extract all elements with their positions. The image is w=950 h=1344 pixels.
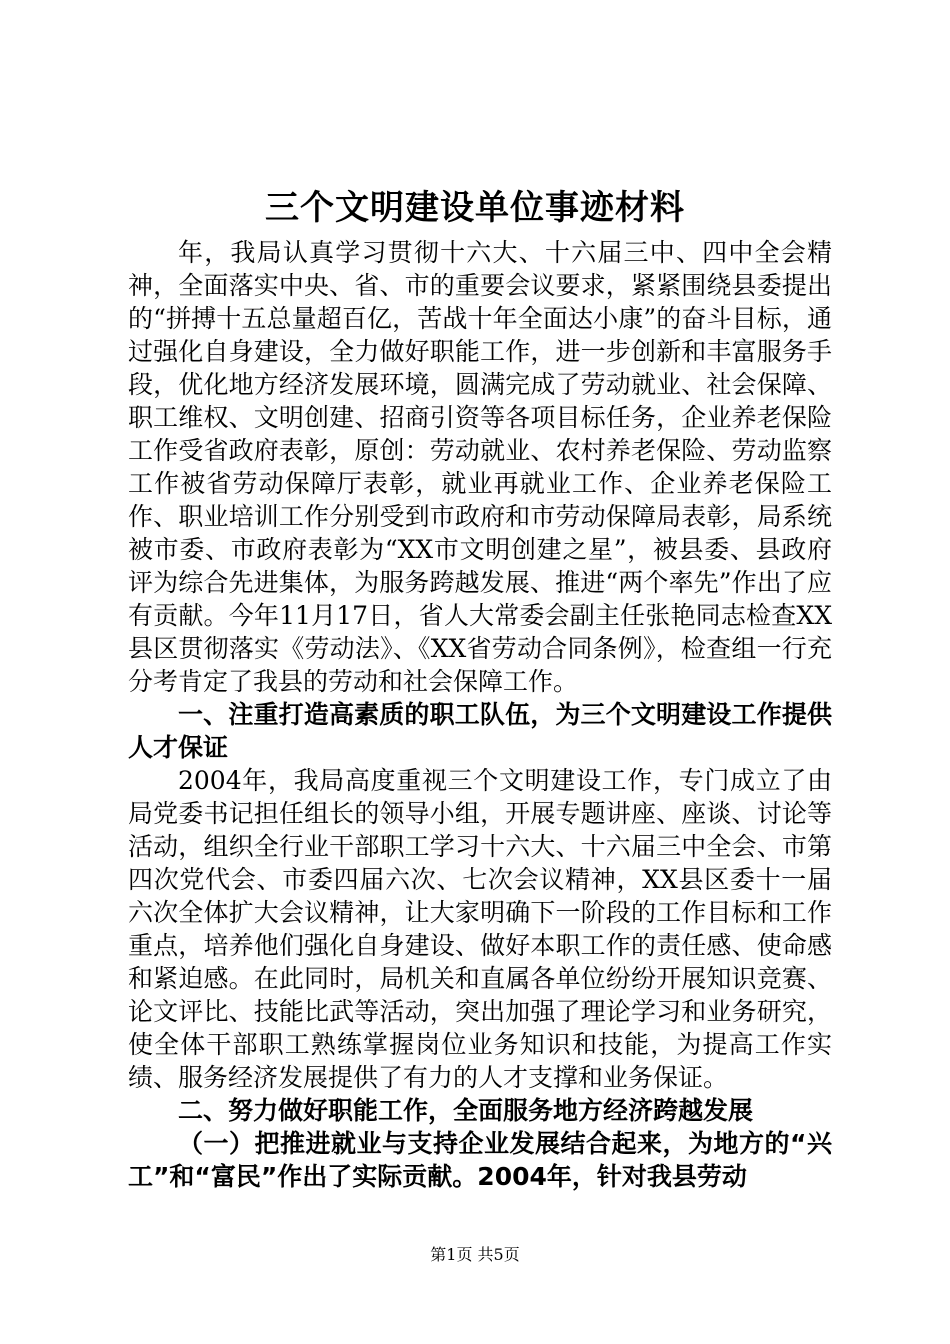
section-heading-1: 一、注重打造高素质的职工队伍，为三个文明建设工作提供人才保证 xyxy=(128,700,832,762)
document-body xyxy=(128,236,832,1193)
section-heading-2: 二、努力做好职能工作，全面服务地方经济跨越发展 xyxy=(178,1096,754,1125)
section-1-paragraph: 2004年，我局高度重视三个文明建设工作，专门成立了由局党委书记担任组长的领导小组，开展专题讲座、座谈、讨论等活动，组织全行业干部职工学习十六大、十六届三中全会、市第四次党代会、市委四届六次、七次会议精神，XX县区委十一届六次全体扩大会议精神，让大家明确下一阶段的工作目标和工作重点，培养他们强化自身建设、做好本职工作的责任感、使命感和紧迫感。在此同时，局机关和直属各单位纷纷开展知识竞赛、论文评比、技能比武等活动，突出加强了理论学习和业务研究，使全体干部职工熟练掌握岗位业务知识和技能，为提高工作实绩、服务经济发展提供了有力的人才支撑和业务保证。 xyxy=(128,766,832,1092)
page-footer: 第1页 共5页 xyxy=(430,1245,520,1264)
subsection-heading-1: （一）把推进就业与支持企业发展结合起来，为地方的“兴工”和“富民”作出了实际贡献。2004年，针对我县劳动 xyxy=(128,1129,832,1191)
document-title: 三个文明建设单位事迹材料 xyxy=(265,188,685,228)
intro-paragraph: 年，我局认真学习贯彻十六大、十六届三中、四中全会精神，全面落实中央、省、市的重要会议要求，紧紧围绕县委提出的“拼搏十五总量超百亿，苦战十年全面达小康”的奋斗目标，通过强化自身建设，全力做好职能工作，进一步创新和丰富服务手段，优化地方经济发展环境，圆满完成了劳动就业、社会保障、职工维权、文明创建、招商引资等各项目标任务，企业养老保险工作受省政府表彰，原创：劳动就业、农村养老保险、劳动监察工作被省劳动保障厅表彰，就业再就业工作、企业养老保险工作、职业培训工作分别受到市政府和市劳动保障局表彰，局系统被市委、市政府表彰为“XX市文明创建之星”，被县委、县政府评为综合先进集体，为服务跨越发展、推进“两个率先”作出了应有贡献。今年11月17日，省人大常委会副主任张艳同志检查XX县区贯彻落实《劳动法》、《XX省劳动合同条例》，检查组一行充分考肯定了我县的劳动和社会保障工作。 xyxy=(128,238,832,696)
